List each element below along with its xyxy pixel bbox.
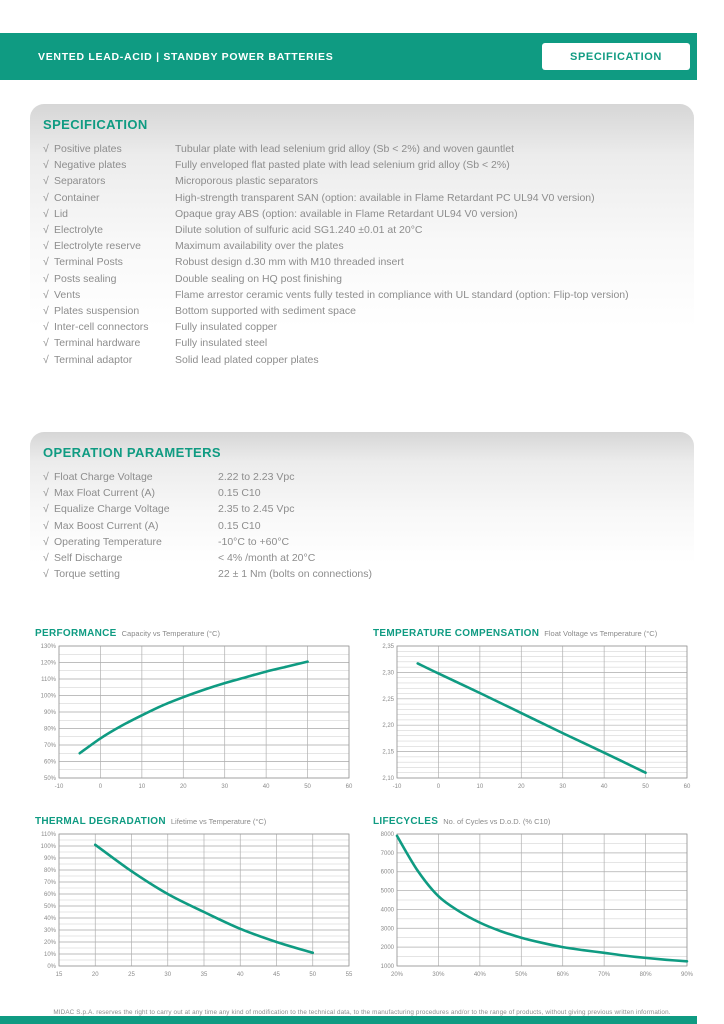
svg-text:70%: 70% xyxy=(598,972,611,978)
spec-row xyxy=(30,190,694,206)
svg-text:90%: 90% xyxy=(680,972,693,978)
svg-text:-10: -10 xyxy=(54,784,64,790)
header-bar xyxy=(0,33,697,80)
item-value: High-strength transparent SAN (option: available in Flame Retardant PC UL94 V0 version) xyxy=(175,191,595,204)
item-label: Terminal hardware xyxy=(54,337,141,350)
check-mark: √ xyxy=(43,321,49,334)
item-label: Max Boost Current (A) xyxy=(54,519,159,532)
chart-header xyxy=(373,816,697,827)
disclaimer-text: MIDAC S.p.A. reserves the right to carry out at any time any kind of modification to the technical data, to the manufacturing procedures and/or to the range of products, without giving previous written information. xyxy=(53,1009,671,1017)
item-value: 2.22 to 2.23 Vpc xyxy=(218,471,295,483)
svg-text:20: 20 xyxy=(91,972,99,978)
chart-title: TEMPERATURE COMPENSATION xyxy=(373,628,540,639)
check-mark: √ xyxy=(43,535,49,548)
svg-text:0: 0 xyxy=(436,784,441,790)
operation-parameters-heading: OPERATION PARAMETERS xyxy=(43,445,221,460)
svg-text:30: 30 xyxy=(559,784,567,790)
item-label: Lid xyxy=(54,207,69,220)
svg-text:50: 50 xyxy=(304,784,311,790)
item-value: 0.15 C10 xyxy=(218,487,261,500)
chart-header xyxy=(35,816,359,827)
item-label: Terminal adaptor xyxy=(54,353,133,366)
item-value: Fully enveloped flat pasted plate with lead selenium grid alloy (Sb < 2%) xyxy=(175,159,510,172)
svg-text:0%: 0% xyxy=(47,964,56,970)
item-value: Robust design d.30 mm with M10 threaded insert xyxy=(175,256,404,269)
item-label: Electrolyte reserve xyxy=(54,240,141,253)
svg-text:55: 55 xyxy=(345,972,353,978)
operation-parameters-list xyxy=(30,469,694,582)
svg-text:50%: 50% xyxy=(515,972,528,978)
check-mark: √ xyxy=(43,568,49,581)
chart-canvas xyxy=(33,830,359,987)
svg-text:8000: 8000 xyxy=(380,832,394,838)
svg-text:-10: -10 xyxy=(392,784,402,790)
item-value: Solid lead plated copper plates xyxy=(175,353,319,366)
chart-subtitle: Float Voltage vs Temperature (°C) xyxy=(544,629,658,638)
specification-list xyxy=(30,141,694,368)
spec-row xyxy=(30,319,694,335)
check-mark: √ xyxy=(43,143,49,155)
svg-text:60%: 60% xyxy=(43,892,56,898)
svg-text:6000: 6000 xyxy=(380,869,394,876)
item-label: Torque setting xyxy=(54,568,120,581)
svg-text:90%: 90% xyxy=(43,856,56,862)
svg-text:120%: 120% xyxy=(40,660,56,667)
check-mark: √ xyxy=(43,519,49,532)
spec-row xyxy=(30,303,694,319)
chart-subtitle: Capacity vs Temperature (°C) xyxy=(121,629,220,638)
spec-row xyxy=(30,254,694,270)
spec-row xyxy=(30,271,694,287)
check-mark: √ xyxy=(43,288,49,301)
svg-text:60%: 60% xyxy=(43,759,56,766)
svg-text:50: 50 xyxy=(642,784,649,790)
svg-text:35: 35 xyxy=(200,972,208,978)
item-label: Electrolyte xyxy=(54,224,104,237)
item-value: Fully insulated steel xyxy=(175,337,268,350)
check-mark: √ xyxy=(43,256,49,269)
svg-text:2000: 2000 xyxy=(380,945,394,952)
svg-text:110%: 110% xyxy=(41,677,56,683)
performance-plot xyxy=(33,642,355,794)
svg-text:50%: 50% xyxy=(43,776,56,782)
svg-text:2,30: 2,30 xyxy=(382,670,394,677)
chart-lifecycles xyxy=(371,816,697,987)
chart-subtitle: No. of Cycles vs D.o.D. (% C10) xyxy=(443,817,551,826)
item-value: Microporous plastic separators xyxy=(175,175,318,188)
item-label: Max Float Current (A) xyxy=(54,487,155,500)
svg-text:30%: 30% xyxy=(432,972,445,978)
chart-canvas xyxy=(371,642,697,799)
svg-text:7000: 7000 xyxy=(380,850,394,857)
svg-text:0: 0 xyxy=(98,784,103,790)
item-value: 0.15 C10 xyxy=(218,519,261,532)
item-value: Bottom supported with sediment space xyxy=(175,305,356,318)
param-row xyxy=(30,550,694,566)
item-label: Equalize Charge Voltage xyxy=(54,503,170,516)
spec-row xyxy=(30,141,694,157)
svg-text:3000: 3000 xyxy=(380,926,394,933)
item-value: Maximum availability over the plates xyxy=(175,240,344,253)
svg-text:2,35: 2,35 xyxy=(382,644,394,650)
item-value: Flame arrestor ceramic vents fully tested in compliance with UL standard (option: Flip-top version) xyxy=(175,288,629,301)
chart-temperature-compensation xyxy=(371,628,697,799)
item-value: Double sealing on HQ post finishing xyxy=(175,272,342,285)
svg-text:45: 45 xyxy=(273,972,280,978)
bottom-bar xyxy=(0,1016,697,1024)
param-row xyxy=(30,566,694,582)
svg-text:30: 30 xyxy=(221,784,229,790)
item-value: 2.35 to 2.45 Vpc xyxy=(218,503,295,516)
chart-title: THERMAL DEGRADATION xyxy=(35,816,166,827)
item-label: Operating Temperature xyxy=(54,535,162,548)
item-label: Vents xyxy=(54,288,81,301)
check-mark: √ xyxy=(43,224,49,237)
chart-thermal-degradation xyxy=(33,816,359,987)
check-mark: √ xyxy=(43,191,49,204)
check-mark: √ xyxy=(43,272,49,285)
svg-text:1000: 1000 xyxy=(380,964,394,970)
chart-subtitle: Lifetime vs Temperature (°C) xyxy=(170,817,267,826)
item-label: Posts sealing xyxy=(54,272,117,285)
svg-text:10%: 10% xyxy=(43,952,56,958)
svg-text:100%: 100% xyxy=(40,844,56,850)
chart-title: LIFECYCLES xyxy=(373,816,439,827)
check-mark: √ xyxy=(43,240,49,253)
svg-text:30%: 30% xyxy=(43,928,56,934)
thermal-degradation-plot xyxy=(33,830,355,982)
specification-heading: SPECIFICATION xyxy=(43,117,148,132)
param-row xyxy=(30,469,694,485)
svg-text:2,15: 2,15 xyxy=(382,749,394,756)
param-row xyxy=(30,534,694,550)
item-value: Tubular plate with lead selenium grid alloy (Sb < 2%) and woven gauntlet xyxy=(175,143,515,155)
svg-text:50: 50 xyxy=(309,972,317,978)
svg-text:20%: 20% xyxy=(390,972,404,978)
svg-text:70%: 70% xyxy=(43,743,56,749)
svg-text:5000: 5000 xyxy=(380,888,394,895)
item-label: Positive plates xyxy=(54,143,122,155)
svg-text:60%: 60% xyxy=(556,972,569,978)
item-label: Self Discharge xyxy=(54,552,123,565)
spec-row xyxy=(30,157,694,173)
chart-header xyxy=(35,628,359,639)
svg-text:30: 30 xyxy=(164,972,172,978)
svg-text:2,25: 2,25 xyxy=(382,696,394,703)
svg-text:90%: 90% xyxy=(43,710,56,716)
spec-row xyxy=(30,287,694,303)
svg-text:40%: 40% xyxy=(473,972,486,978)
item-label: Inter-cell connectors xyxy=(54,321,149,334)
svg-text:10: 10 xyxy=(476,784,484,790)
spec-row xyxy=(30,173,694,189)
svg-text:80%: 80% xyxy=(43,726,56,733)
check-mark: √ xyxy=(43,305,49,318)
check-mark: √ xyxy=(43,175,49,188)
item-value: Opaque gray ABS (option: available in Flame Retardant UL94 V0 version) xyxy=(175,207,518,220)
item-label: Container xyxy=(54,191,100,204)
svg-text:40: 40 xyxy=(262,784,270,790)
item-value: < 4% /month at 20°C xyxy=(218,552,316,565)
svg-text:40: 40 xyxy=(236,972,244,978)
chart-canvas xyxy=(33,642,359,799)
param-row xyxy=(30,485,694,501)
chart-performance xyxy=(33,628,359,799)
svg-text:2,20: 2,20 xyxy=(382,723,394,730)
svg-text:20: 20 xyxy=(517,784,525,790)
svg-text:20: 20 xyxy=(179,784,187,790)
operation-parameters-section xyxy=(30,432,694,600)
svg-text:80%: 80% xyxy=(43,868,56,874)
svg-text:15: 15 xyxy=(55,972,63,978)
header-title: VENTED LEAD-ACID | STANDBY POWER BATTERIES xyxy=(38,50,334,63)
svg-text:10: 10 xyxy=(138,784,146,790)
param-row xyxy=(30,518,694,534)
chart-header xyxy=(373,628,697,639)
svg-text:130%: 130% xyxy=(40,644,56,650)
check-mark: √ xyxy=(43,353,49,366)
item-value: -10°C to +60°C xyxy=(218,535,290,548)
item-value: 22 ± 1 Nm (bolts on connections) xyxy=(218,568,373,581)
svg-text:110%: 110% xyxy=(41,832,56,838)
svg-text:20%: 20% xyxy=(43,940,56,946)
item-label: Terminal Posts xyxy=(54,256,123,269)
svg-text:70%: 70% xyxy=(43,880,56,886)
chart-canvas xyxy=(371,830,697,987)
param-row xyxy=(30,501,694,517)
check-mark: √ xyxy=(43,503,49,516)
check-mark: √ xyxy=(43,159,49,172)
item-label: Separators xyxy=(54,175,106,188)
svg-text:80%: 80% xyxy=(639,972,652,978)
item-label: Plates suspension xyxy=(54,305,140,318)
specification-badge: SPECIFICATION xyxy=(542,43,690,70)
svg-text:4000: 4000 xyxy=(380,907,394,914)
item-value: Dilute solution of sulfuric acid SG1.240 ±0.01 at 20°C xyxy=(175,224,423,237)
svg-text:50%: 50% xyxy=(43,904,56,910)
chart-title: PERFORMANCE xyxy=(35,628,117,639)
spec-row xyxy=(30,238,694,254)
svg-text:40%: 40% xyxy=(43,916,56,922)
item-value: Fully insulated copper xyxy=(175,321,278,334)
svg-text:40: 40 xyxy=(600,784,608,790)
specification-section xyxy=(30,104,694,391)
lifecycles-plot xyxy=(371,830,693,982)
spec-row xyxy=(30,206,694,222)
svg-text:2,10: 2,10 xyxy=(382,776,394,782)
spec-row xyxy=(30,222,694,238)
svg-text:60: 60 xyxy=(345,784,353,790)
check-mark: √ xyxy=(43,471,49,483)
temperature-compensation-plot xyxy=(371,642,693,794)
item-label: Float Charge Voltage xyxy=(54,471,153,483)
svg-text:100%: 100% xyxy=(40,693,56,700)
svg-text:25: 25 xyxy=(128,972,135,978)
spec-row xyxy=(30,352,694,368)
svg-text:60: 60 xyxy=(683,784,691,790)
check-mark: √ xyxy=(43,552,49,565)
spec-row xyxy=(30,335,694,351)
check-mark: √ xyxy=(43,207,49,220)
item-label: Negative plates xyxy=(54,159,127,172)
check-mark: √ xyxy=(43,337,49,350)
check-mark: √ xyxy=(43,487,49,500)
